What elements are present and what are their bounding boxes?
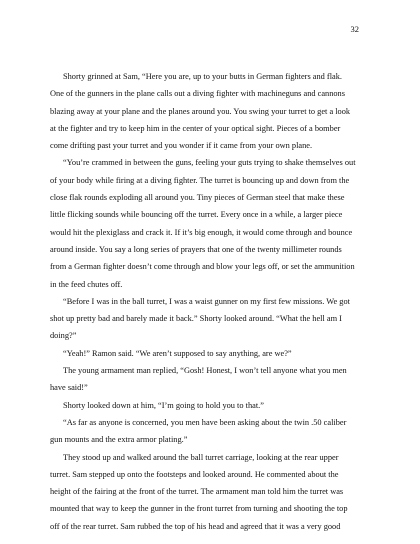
page-number: 32 bbox=[350, 24, 359, 34]
paragraph: “As far as anyone is concerned, you men have been asking about the twin .50 caliber gun mounts and the extra armor plating.” bbox=[50, 417, 347, 445]
paragraph: “Before I was in the ball turret, I was a waist gunner on my first few missions. We got shot up pretty bad and barely made it back.” Shorty looked around. “What the hell am I doing?” bbox=[50, 296, 350, 341]
paragraph: They stood up and walked around the ball turret carriage, looking at the rear upper turret. Sam stepped up onto the footsteps and looked around. He commented about the height of the fairing at the front of the turret. The armament man told him the turret was mounted that way to keep the gunner in the front turret from turning and shooting the top off of the rear turret. Sam rubbed the top of his head and agreed that it was a very good bbox=[50, 452, 348, 531]
body-text bbox=[50, 68, 356, 535]
paragraph: Shorty grinned at Sam, “Here you are, up to your butts in German fighters and flak. One of the gunners in the plane calls out a diving fighter with machineguns and cannons blazing away at your plane and the planes around you. You swing your turret to get a look at the fighter and try to keep him in the center of your optical sight. Pieces of a bomber come drifting past your turret and you wonder if it came from your own plane. bbox=[50, 72, 351, 151]
paragraph: Shorty looked down at him, “I’m going to hold you to that.” bbox=[63, 400, 264, 410]
paragraph: “Yeah!” Ramon said. “We aren’t supposed to say anything, are we?” bbox=[63, 348, 292, 358]
paragraph: “You’re crammed in between the guns, feeling your guts trying to shake themselves out of your body while firing at a diving fighter. The turret is bouncing up and down from the close flak rounds exploding all around you. Tiny pieces of German steel that make these little flicking sounds while bouncing off the turret. Every once in a while, a larger piece would hit the plexiglass and crack it. If it’s big enough, it would come through and bounce around inside. You say a long series of prayers that one of the twenty millimeter rounds from a German fighter doesn’t come through and blow your legs off, or set the ammunition in the feed chutes off. bbox=[50, 158, 356, 289]
paragraph: The young armament man replied, “Gosh! Honest, I won’t tell anyone what you men have said!” bbox=[50, 366, 347, 393]
